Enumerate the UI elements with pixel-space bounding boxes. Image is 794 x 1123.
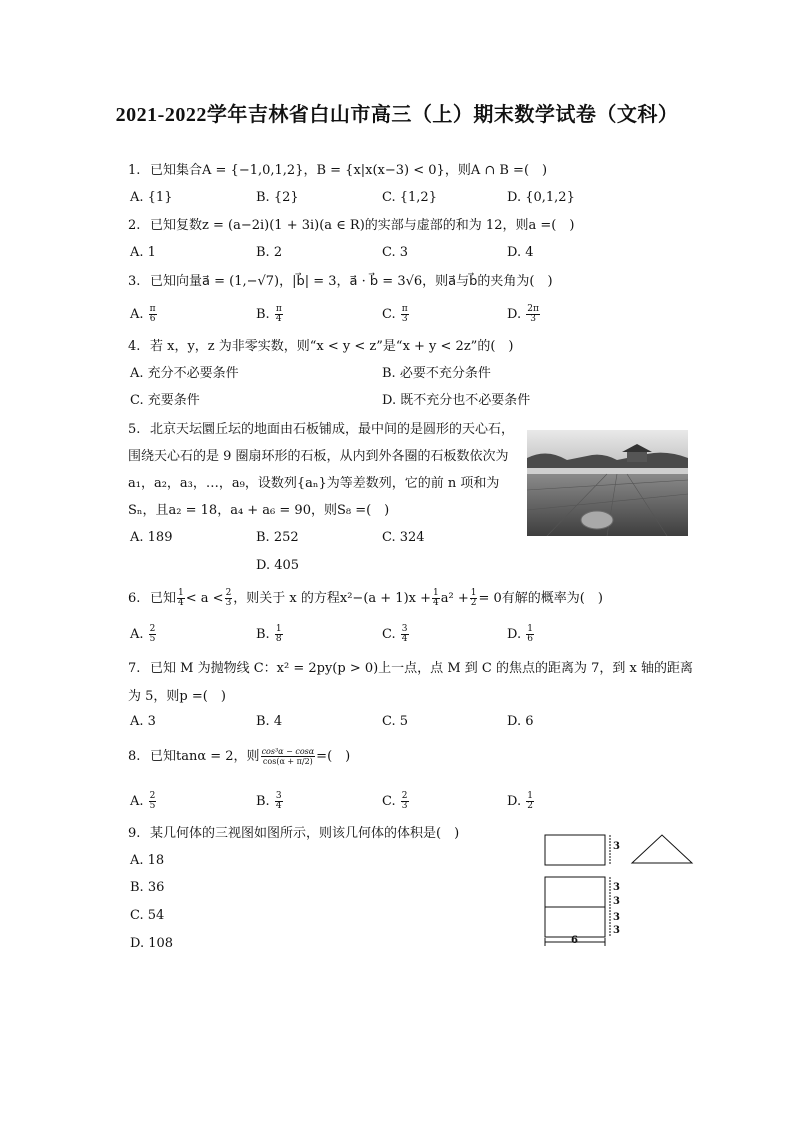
- option-d: D. $\frac{1}{2}$: [507, 791, 533, 811]
- options-4a: [130, 361, 690, 387]
- options-8: [130, 789, 690, 815]
- option-a: A. 3: [130, 714, 156, 729]
- option-c: C. 324: [382, 530, 425, 545]
- option-c: C. 充要条件: [130, 393, 200, 408]
- option-b: B. 36: [130, 880, 165, 895]
- options-4b: [130, 388, 690, 414]
- dim-label: 3: [613, 896, 620, 907]
- dim-label: 3: [613, 925, 620, 936]
- options-3: [130, 302, 690, 328]
- question-3: 3. 已知向量a⃗ = (1,−√7)，|b⃗| = 3，a⃗ · b⃗ = 3√6，则a⃗与b⃗的夹角为( ): [128, 274, 553, 289]
- option-b: B. $\frac{3}{4}$: [256, 791, 282, 811]
- options-5b: [130, 553, 690, 579]
- question-9: 9. 某几何体的三视图如图所示，则该几何体的体积是( ): [128, 826, 460, 841]
- question-8: 8. 已知tanα = 2，则 $\frac{\text{cos³α − cosα}}{\cos(\alpha + \pi/2)}$ =( ): [128, 747, 351, 766]
- option-d: D. 405: [256, 558, 300, 573]
- question-5: 5. 北京天坛圜丘坛的地面由石板铺成，最中间的是圆形的天心石，围绕天心石的是 9 圈扇环形的石板，从内到外各圈的石板数依次为a₁，a₂，a₃，…，a₉，设数列{aₙ}为等差数列，它的前 n 项和为Sₙ，且a₂ = 18，a₄ + a₆ = 90，则S₈ =( ): [128, 422, 515, 518]
- three-view-figure: [540, 830, 700, 950]
- option-d: D. $\frac{2\pi}{3}$: [507, 304, 539, 324]
- option-d: D. $\frac{1}{6}$: [507, 624, 533, 644]
- option-a: A. 189: [130, 530, 173, 545]
- option-d: D. 4: [507, 245, 534, 260]
- option-c: C. $\frac{2}{3}$: [382, 791, 408, 811]
- options-7: [130, 709, 690, 735]
- option-c: C. $\frac{\pi}{3}$: [382, 304, 408, 324]
- option-a: A. {1}: [130, 190, 173, 205]
- option-d: D. 6: [507, 714, 534, 729]
- option-a: A. 1: [130, 245, 156, 260]
- options-5a: [130, 525, 690, 551]
- option-b: B. 4: [256, 714, 283, 729]
- option-d: D. 108: [130, 936, 174, 951]
- question-4: 4. 若 x，y，z 为非零实数，则“x < y < z”是“x + y < 2z”的( ): [128, 339, 514, 354]
- options-2: [130, 240, 690, 266]
- dim-label: 6: [571, 935, 578, 946]
- option-a: A. $\frac{2}{5}$: [130, 624, 156, 644]
- question-1: 1. 已知集合A = {−1,0,1,2}，B = {x|x(x−3) < 0}，则A ∩ B =( ): [128, 163, 548, 178]
- temple-of-heaven-photo: [527, 430, 688, 536]
- option-b: B. $\frac{1}{8}$: [256, 624, 282, 644]
- option-c: C. 3: [382, 245, 409, 260]
- option-b: B. 必要不充分条件: [382, 366, 491, 381]
- option-c: C. 54: [130, 908, 165, 923]
- options-1: [130, 185, 690, 211]
- option-b: B. {2}: [256, 190, 299, 205]
- option-c: C. $\frac{3}{4}$: [382, 624, 408, 644]
- option-d: D. 既不充分也不必要条件: [382, 393, 531, 408]
- dim-label: 3: [613, 912, 620, 923]
- option-a: A. 18: [130, 853, 165, 868]
- option-c: C. {1,2}: [382, 190, 437, 205]
- option-b: B. $\frac{\pi}{4}$: [256, 304, 282, 324]
- question-7: 7. 已知 M 为抛物线 C：x² = 2py(p > 0)上一点，点 M 到 C 的焦点的距离为 7，到 x 轴的距离为 5，则p =( ): [128, 661, 693, 704]
- option-a: A. $\frac{\pi}{6}$: [130, 304, 156, 324]
- question-2: 2. 已知复数z = (a−2i)(1 + 3i)(a ∈ R)的实部与虚部的和为 12，则a =( ): [128, 218, 575, 233]
- option-a: A. 充分不必要条件: [130, 366, 239, 381]
- dim-label: 3: [613, 841, 620, 852]
- option-b: B. 2: [256, 245, 283, 260]
- options-6: [130, 622, 690, 648]
- option-a: A. $\frac{2}{5}$: [130, 791, 156, 811]
- option-b: B. 252: [256, 530, 299, 545]
- question-6: 6. 已知 $\frac{1}{4}$ < a < $\frac{2}{3}$ ，则关于 x 的方程x²−(a + 1)x + $\frac{1}{4}$ a² + $\frac{1}{2}$ = 0有解的概率为( ): [128, 588, 603, 608]
- option-c: C. 5: [382, 714, 409, 729]
- dim-label: 3: [613, 882, 620, 893]
- option-d: D. {0,1,2}: [507, 190, 575, 205]
- exam-title: 2021-2022学年吉林省白山市高三（上）期末数学试卷（文科）: [115, 104, 679, 126]
